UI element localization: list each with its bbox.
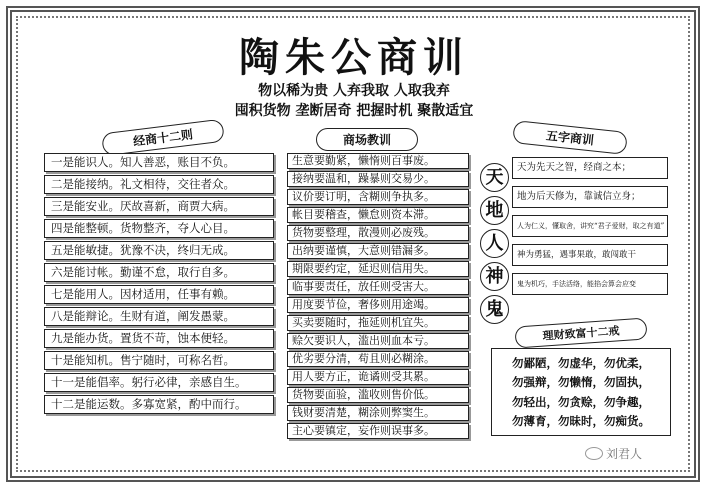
list-item: 三是能安业。厌故喜新，商贾大病。 xyxy=(44,197,274,216)
page-title: 陶朱公商训 xyxy=(239,34,469,81)
character-shen: 神 xyxy=(480,262,509,291)
phrase-item: 神为勇猛，遇事果敢，敢闯敢干 xyxy=(512,244,668,266)
box-line: 勿轻出，勿贪赊，勿争趣， xyxy=(512,394,650,409)
list-item: 十二是能运数。多寡宽紧，酌中而行。 xyxy=(44,395,274,414)
phrase-item: 人为仁义，懂取舍，讲究“君子爱财，取之有道” xyxy=(512,215,668,237)
subtitle-line-2: 囤积货物 垄断居奇 把握时机 聚散适宜 xyxy=(234,103,474,119)
list-item: 临事要责任，放任则受害大。 xyxy=(287,279,469,295)
box-line: 勿鄙陋，勿虚华，勿优柔， xyxy=(512,356,650,370)
list-item: 出纳要谨慎，大意则错漏多。 xyxy=(287,243,469,259)
li-cai-box xyxy=(491,348,671,436)
list-item: 八是能辩论。生财有道，阐发愚蒙。 xyxy=(44,307,274,326)
wechat-icon xyxy=(585,447,603,460)
list-item: 五是能敏捷。犹豫不决，终归无成。 xyxy=(44,241,274,260)
wu-zi-phrases xyxy=(512,157,668,295)
phrase-item: 鬼为机巧，手法活络，能掐会算会应变 xyxy=(512,273,668,295)
list-item: 主心要镇定，妄作则误事多。 xyxy=(287,423,469,439)
heading-shang-chang: 商场教训 xyxy=(316,128,418,151)
list-item: 十一是能倡率。躬行必律，亲感自生。 xyxy=(44,373,274,392)
character-gui: 鬼 xyxy=(480,295,509,324)
list-item: 六是能讨帐。勤谨不怠，取行自多。 xyxy=(44,263,274,282)
list-item: 生意要勤紧，懒惰则百事废。 xyxy=(287,153,469,169)
list-item: 赊欠要识人，滥出则血本亏。 xyxy=(287,333,469,349)
jing-shang-list xyxy=(44,153,274,414)
list-item: 七是能用人。因材适用，任事有赖。 xyxy=(44,285,274,304)
list-item: 四是能整顿。货物整齐，夺人心目。 xyxy=(44,219,274,238)
list-item: 二是能接纳。礼文相待，交往者众。 xyxy=(44,175,274,194)
wu-zi-characters xyxy=(480,163,509,324)
phrase-item: 天为先天之智，经商之本； xyxy=(512,157,668,179)
box-line: 勿强辩，勿懒惰，勿固执， xyxy=(512,375,650,390)
heading-wu-zi: 五字商训 xyxy=(512,120,628,155)
list-item: 用度要节俭，奢侈则用途竭。 xyxy=(287,297,469,313)
list-item: 优劣要分清，苟且则必糊涂。 xyxy=(287,351,469,367)
list-item: 九是能办货。置货不苛，蚀本便轻。 xyxy=(44,329,274,348)
list-item: 用人要方正，诡谲则受其累。 xyxy=(287,369,469,385)
character-di: 地 xyxy=(480,196,509,225)
character-tian: 天 xyxy=(480,163,509,192)
list-item: 一是能识人。知人善恶，账目不负。 xyxy=(44,153,274,172)
list-item: 接纳要温和，躁暴则交易少。 xyxy=(287,171,469,187)
character-ren: 人 xyxy=(480,229,509,258)
list-item: 期限要约定，延迟则信用失。 xyxy=(287,261,469,277)
box-line: 勿薄育，勿昧时，勿痴货。 xyxy=(512,413,650,428)
list-item: 买卖要随时，拖延则机宜失。 xyxy=(287,315,469,331)
list-item: 货物要整理，散漫则必废残。 xyxy=(287,225,469,241)
heading-jing-shang: 经商十二则 xyxy=(101,119,225,157)
list-item: 钱财要清楚，糊涂则弊窦生。 xyxy=(287,405,469,421)
watermark-text: 刘君人 xyxy=(606,447,643,461)
list-item: 帐目要稽查，懒怠则资本滞。 xyxy=(287,207,469,223)
watermark xyxy=(585,445,642,462)
list-item: 十是能知机。售宁随时，可称名哲。 xyxy=(44,351,274,370)
subtitle-line-1: 物以稀为贵 人弃我取 人取我弃 xyxy=(258,83,450,99)
list-item: 货物要面验，滥收则售价低。 xyxy=(287,387,469,403)
list-item: 议价要订明，含糊则争执多。 xyxy=(287,189,469,205)
heading-li-cai: 理财致富十二戒 xyxy=(514,317,647,348)
phrase-item: 地为后天修为，靠诚信立身； xyxy=(512,186,668,208)
shang-chang-list xyxy=(287,153,469,439)
